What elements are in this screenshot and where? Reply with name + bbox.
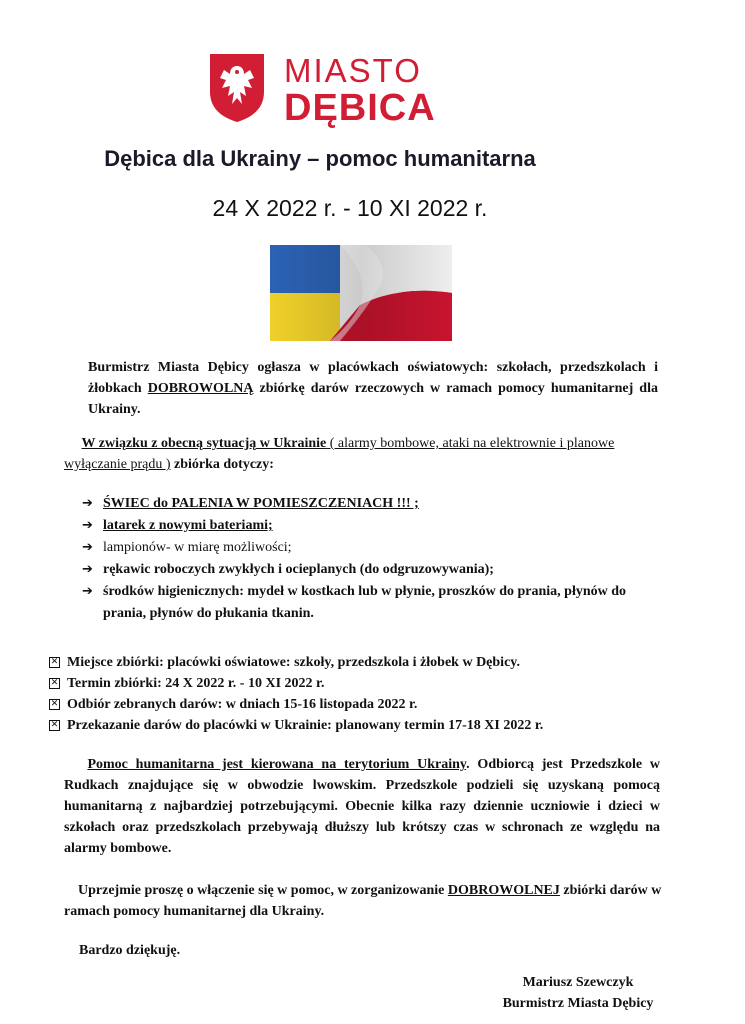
thanks-line: Bardzo dziękuję. [79,943,181,958]
brand-bottom: DĘBICA [284,87,436,129]
list-item [82,581,642,625]
item-text: latarek z nowymi bateriami; [103,518,273,533]
intro-text-1: Burmistrz Miasta Dębicy ogłasza w placówkach oświatowych: szkołach, przedszkolach i żłobkach [88,360,658,396]
arrow-right-icon: ➔ [82,584,93,599]
checkbox-x-icon: ✕ [50,657,59,667]
checkbox-x-icon: ✕ [50,720,59,730]
arrow-right-icon: ➔ [82,518,93,533]
city-header [208,52,436,128]
list-item [82,537,642,559]
recipient-lead: Pomoc humanitarna jest kierowana na terytorium Ukrainy [87,757,467,772]
situation-tail: zbiórka dotyczy: [170,457,274,472]
detail-item [49,694,689,715]
situation-paren: ( alarmy bombowe, ataki na elektrownie i planowe wyłączanie prądu ) [64,436,615,472]
item-text: środków higienicznych: mydeł w kostkach lub w płynie, proszków do prania, płynów do prania, płynów do płukania tkanin. [103,584,627,621]
detail-item [49,673,689,694]
checkbox-x-icon: ✕ [50,678,59,688]
intro-paragraph [88,357,658,420]
items-list [82,493,642,625]
recipient-paragraph [64,754,660,859]
appeal-paragraph [64,880,664,922]
detail-item [49,715,689,736]
detail-text: Odbiór zebranych darów: w dniach 15-16 listopada 2022 r. [67,697,418,712]
checkbox-x-icon: ✕ [50,699,59,709]
details-list [49,652,689,736]
coat-of-arms-icon [208,52,266,124]
item-text: lampionów- w miarę możliwości; [103,540,292,555]
detail-text: Miejsce zbiórki: placówki oświatowe: szkoły, przedszkola i żłobek w Dębicy. [67,655,521,670]
list-item [82,515,642,537]
appeal-emphasis: DOBROWOLNEJ [447,883,560,898]
flags-image [270,245,452,341]
detail-text: Termin zbiórki: 24 X 2022 r. - 10 XI 2022 r. [67,676,325,691]
situation-paragraph [64,433,664,475]
brand-wordmark [284,52,436,127]
page-title: Dębica dla Ukrainy – pomoc humanitarna [104,146,536,171]
appeal-text-1: Uprzejmie proszę o włączenie się w pomoc, w zorganizowanie [78,883,448,898]
signature-name: Mariusz Szewczyk [522,975,634,990]
item-text: ŚWIEC do PALENIA W POMIESZCZENIACH !!! ; [103,496,419,511]
intro-emphasis: DOBROWOLNĄ [147,381,254,396]
arrow-right-icon: ➔ [82,496,93,511]
date-range: 24 X 2022 r. - 10 XI 2022 r. [212,195,488,221]
detail-item [49,652,689,673]
brand-top: MIASTO [284,52,422,89]
appeal-text-2: zbiórki darów w ramach pomocy humanitarnej dla Ukrainy. [64,883,662,919]
intro-text-2: zbiórkę darów rzeczowych w ramach pomocy humanitarnej dla Ukrainy. [88,381,658,417]
signature-block [478,972,678,1014]
situation-lead: W związku z obecną sytuacją w Ukrainie [81,436,327,451]
arrow-right-icon: ➔ [82,540,93,555]
list-item [82,559,642,581]
list-item [82,493,642,515]
signature-role: Burmistrz Miasta Dębicy [502,996,654,1011]
item-text: rękawic roboczych zwykłych i ocieplanych (do odgruzowywania); [103,562,494,577]
recipient-rest: . Odbiorcą jest Przedszkole w Rudkach znajdujące się w obwodzie lwowskim. Przedszkole podzieli się uzyskaną pomocą humanitarną z najbardziej potrzebującymi. Obecnie kilka razy dziennie uczniowie i dzieci w szkołach oraz przedszkolach przebywają dłuższy lub krótszy czas w schronach ze względu na alarmy bombowe. [64,757,661,856]
arrow-right-icon: ➔ [82,562,93,577]
detail-text: Przekazanie darów do placówki w Ukrainie: planowany termin 17-18 XI 2022 r. [67,718,544,733]
